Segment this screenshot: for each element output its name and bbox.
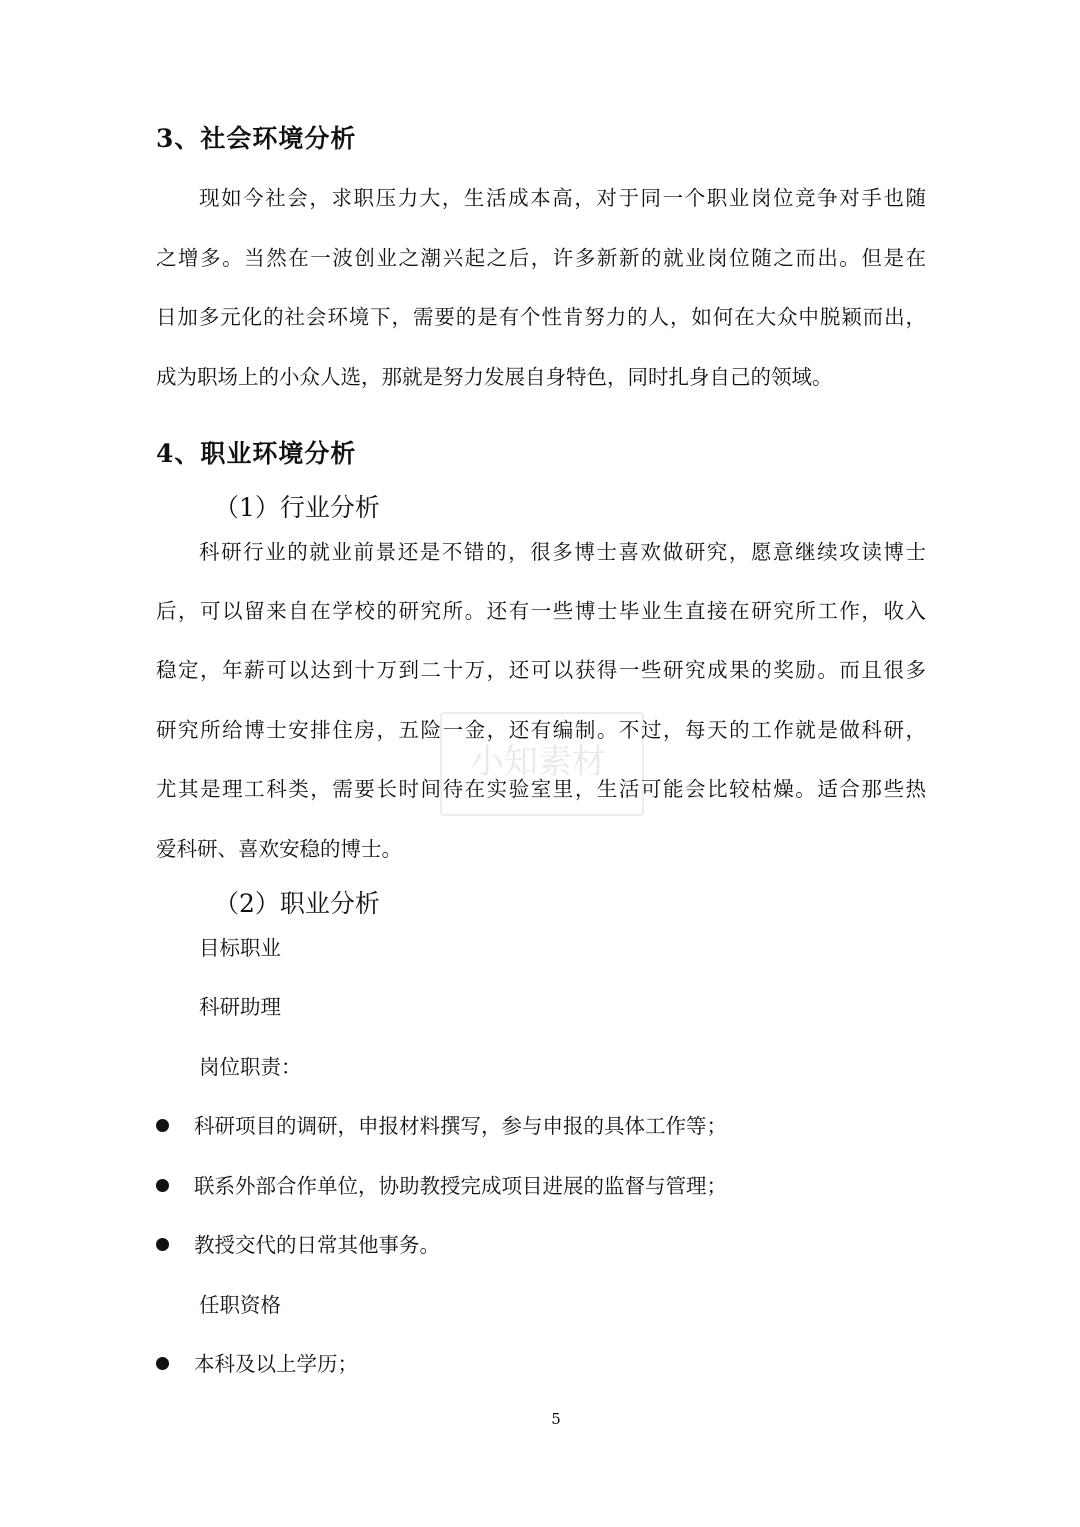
- section-3-heading: 3、社会环境分析: [156, 124, 357, 153]
- industry-analysis-heading: （1）行业分析: [214, 493, 380, 522]
- qualifications-label: 任职资格: [199, 1293, 281, 1317]
- industry-line-4: 研究所给博士安排住房，五险一金，还有编制。不过，每天的工作就是做科研，: [156, 718, 926, 742]
- section-3-line-1: 现如今社会，求职压力大，生活成本高，对于同一个职业岗位竞争对手也随: [199, 186, 926, 210]
- qualification-text: 本科及以上学历；: [194, 1352, 358, 1376]
- section-3-line-4: 成为职场上的小众人选，那就是努力发展自身特色，同时扎身自己的领域。: [156, 365, 833, 389]
- industry-line-5: 尤其是理工科类，需要长时间待在实验室里，生活可能会比较枯燥。适合那些热: [156, 777, 926, 801]
- qualification-list-item: [156, 1349, 358, 1379]
- industry-line-3: 稳定，年薪可以达到十万到二十万，还可以获得一些研究成果的奖励。而且很多: [156, 658, 926, 682]
- bullet-dot-icon: [156, 1119, 169, 1132]
- watermark-text: 小知素材: [470, 742, 606, 782]
- duty-text: 科研项目的调研，申报材料撰写，参与申报的具体工作等；: [194, 1114, 727, 1138]
- bullet-dot-icon: [156, 1238, 169, 1251]
- industry-line-2: 后，可以留来自在学校的研究所。还有一些博士毕业生直接在研究所工作，收入: [156, 599, 926, 623]
- page-number: 5: [551, 1410, 561, 1428]
- duty-list-item: [156, 1111, 727, 1141]
- industry-line-1: 科研行业的就业前景还是不错的，很多博士喜欢做研究，愿意继续攻读博士: [199, 540, 926, 564]
- career-analysis-heading: （2）职业分析: [214, 889, 380, 918]
- section-3-line-3: 日加多元化的社会环境下，需要的是有个性肯努力的人，如何在大众中脱颖而出，: [156, 305, 926, 329]
- duty-list-item: [156, 1230, 440, 1260]
- industry-line-6: 爱科研、喜欢安稳的博士。: [156, 837, 402, 861]
- duty-list-item: [156, 1171, 727, 1201]
- duty-text: 教授交代的日常其他事务。: [194, 1233, 440, 1257]
- duty-text: 联系外部合作单位，协助教授完成项目进展的监督与管理；: [194, 1174, 727, 1198]
- section-3-line-2: 之增多。当然在一波创业之潮兴起之后，许多新新的就业岗位随之而出。但是在: [156, 246, 926, 270]
- bullet-dot-icon: [156, 1357, 169, 1370]
- bullet-dot-icon: [156, 1179, 169, 1192]
- duties-label: 岗位职责：: [199, 1055, 302, 1079]
- target-career-value: 科研助理: [199, 995, 281, 1019]
- section-4-heading: 4、职业环境分析: [156, 439, 357, 468]
- target-career-label: 目标职业: [199, 936, 281, 960]
